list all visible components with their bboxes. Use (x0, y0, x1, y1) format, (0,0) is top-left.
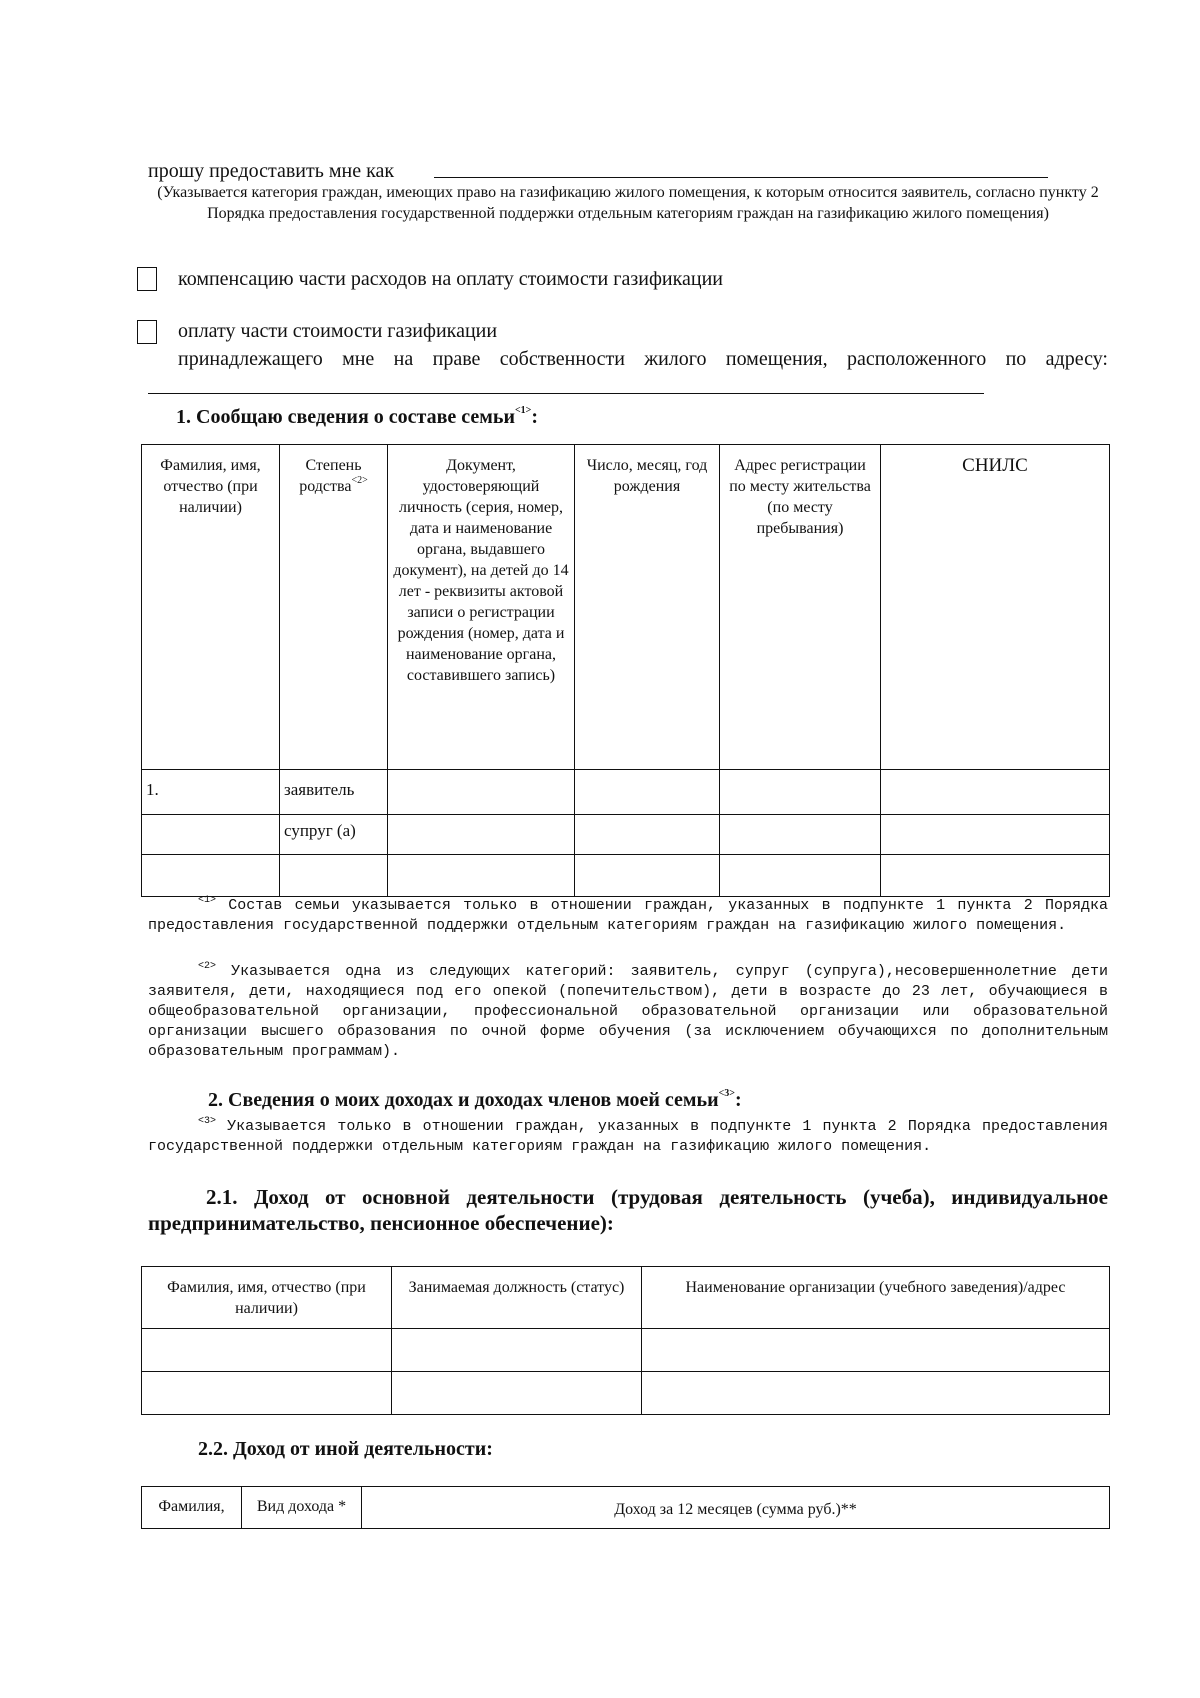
family-col-relation-ref: <2> (351, 475, 368, 486)
footnote-3-ref: <3> (198, 1116, 217, 1127)
family-cell[interactable] (575, 855, 720, 897)
footnote-2-text: Указывается одна из следующих категорий: заявитель, супруг (супруга),несовершеннолетние дети заявителя, дети, находящиеся под его опекой (попечительством), дети в возрасте до 23 лет, обучающиеся в общеобразовательной организации, профессиональной образовательной организации или образовательной организации высшего образования по очной форме обучения (за исключением обучающихся по дополнительным образовательным программам). (148, 963, 1108, 1060)
category-blank-line[interactable] (434, 177, 1048, 178)
family-header-row (142, 445, 1110, 770)
other-income-col-name: Фамилия, (142, 1487, 242, 1529)
footnote-1-ref: <1> (198, 895, 217, 906)
family-cell[interactable] (388, 770, 575, 815)
family-col-relation (280, 445, 388, 770)
family-cell[interactable] (388, 815, 575, 855)
main-income-cell[interactable] (142, 1329, 392, 1372)
footnote-2 (148, 962, 1108, 1062)
family-cell[interactable] (720, 815, 881, 855)
section2-title-ref: <3> (718, 1088, 736, 1099)
main-income-col-organization: Наименование организации (учебного заведения)/адрес (642, 1267, 1110, 1329)
section2-title-text: 2. Сведения о моих доходах и доходах членов моей семьи (208, 1089, 719, 1111)
address-blank-line[interactable] (148, 393, 984, 394)
main-income-cell[interactable] (642, 1372, 1110, 1415)
other-income-header-row (142, 1487, 1110, 1529)
main-income-cell[interactable] (392, 1372, 642, 1415)
main-income-col-position: Занимаемая должность (статус) (392, 1267, 642, 1329)
section21-title: 2.1. Доход от основной деятельности (трудовая деятельность (учеба), индивидуальное предпринимательство, пенсионное обеспечение): (148, 1185, 1108, 1235)
other-income-col-income: Доход за 12 месяцев (сумма руб.)** (362, 1487, 1110, 1529)
payment-checkbox[interactable] (137, 320, 157, 344)
family-cell[interactable] (881, 815, 1110, 855)
property-label: принадлежащего мне на праве собственности жилого помещения, расположенного по адресу: (178, 348, 1108, 370)
main-income-cell[interactable] (142, 1372, 392, 1415)
payment-label: оплату части стоимости газификации (178, 320, 498, 342)
main-income-table (141, 1266, 1110, 1415)
main-income-col-name: Фамилия, имя, отчество (при наличии) (142, 1267, 392, 1329)
family-col-address: Адрес регистрации по месту жительства (по месту пребывания) (720, 445, 881, 770)
family-row-relation[interactable] (280, 855, 388, 897)
main-income-header-row (142, 1267, 1110, 1329)
family-cell[interactable] (575, 770, 720, 815)
family-row-num[interactable]: 1. (142, 770, 280, 815)
compensation-label: компенсацию части расходов на оплату стоимости газификации (178, 268, 724, 290)
footnote-2-ref: <2> (198, 961, 217, 972)
section1-title: 1. Сообщаю сведения о составе семьи$^{<1>}$: (176, 405, 539, 428)
family-col-document: Документ, удостоверяющий личность (серия, номер, дата и наименование органа, выдавшего документ), на детей до 14 лет - реквизиты актовой записи о регистрации рождения (номер, дата и наименование органа, составившего запись) (388, 445, 575, 770)
footnote-1 (148, 896, 1108, 936)
request-label: прошу предоставить мне как (148, 160, 395, 182)
family-cell[interactable] (881, 855, 1110, 897)
compensation-checkbox[interactable] (137, 267, 157, 291)
request-line (148, 160, 1048, 183)
section1-title-ref: <1> (514, 405, 532, 416)
family-row (142, 815, 1110, 855)
family-row (142, 855, 1110, 897)
section1-title-text: 1. Сообщаю сведения о составе семьи (176, 406, 515, 428)
category-note: (Указывается категория граждан, имеющих право на газификацию жилого помещения, к которым относится заявитель, согласно пункту 2 Порядка предоставления государственной поддержки отдельным категориям граждан на газификацию жилого помещения) (157, 184, 1099, 222)
footnote-3-text: Указывается только в отношении граждан, указанных в подпункте 1 пункта 2 Порядка предоставления государственной поддержки отдельным категориям граждан на газификацию жилого помещения. (148, 1118, 1108, 1155)
main-income-cell[interactable] (642, 1329, 1110, 1372)
family-cell[interactable] (720, 770, 881, 815)
family-col-name: Фамилия, имя, отчество (при наличии) (142, 445, 280, 770)
main-income-row (142, 1329, 1110, 1372)
section22-title: 2.2. Доход от иной деятельности: (198, 1438, 493, 1460)
main-income-cell[interactable] (392, 1329, 642, 1372)
other-income-table (141, 1486, 1110, 1529)
family-row-num[interactable] (142, 855, 280, 897)
footnote-1-text: Состав семьи указывается только в отношении граждан, указанных в подпункте 1 пункта 2 Порядка предоставления государственной поддержки отдельным категориям граждан на газификацию жилого помещения. (148, 897, 1108, 934)
family-col-snils: СНИЛС (881, 445, 1110, 770)
family-cell[interactable] (881, 770, 1110, 815)
family-row-relation[interactable]: супруг (а) (280, 815, 388, 855)
other-income-col-type: Вид дохода * (242, 1487, 362, 1529)
section2-title: 2. Сведения о моих доходах и доходах членов моей семьи$^{<3>}$: (208, 1088, 742, 1111)
family-cell[interactable] (720, 855, 881, 897)
family-col-relation-text: Степень родства (299, 457, 362, 495)
family-row-relation[interactable]: заявитель (280, 770, 388, 815)
family-row-num[interactable] (142, 815, 280, 855)
family-cell[interactable] (388, 855, 575, 897)
family-cell[interactable] (575, 815, 720, 855)
footnote-3 (148, 1117, 1108, 1157)
family-col-birth: Число, месяц, год рождения (575, 445, 720, 770)
family-row (142, 770, 1110, 815)
main-income-row (142, 1372, 1110, 1415)
family-table (141, 444, 1110, 897)
